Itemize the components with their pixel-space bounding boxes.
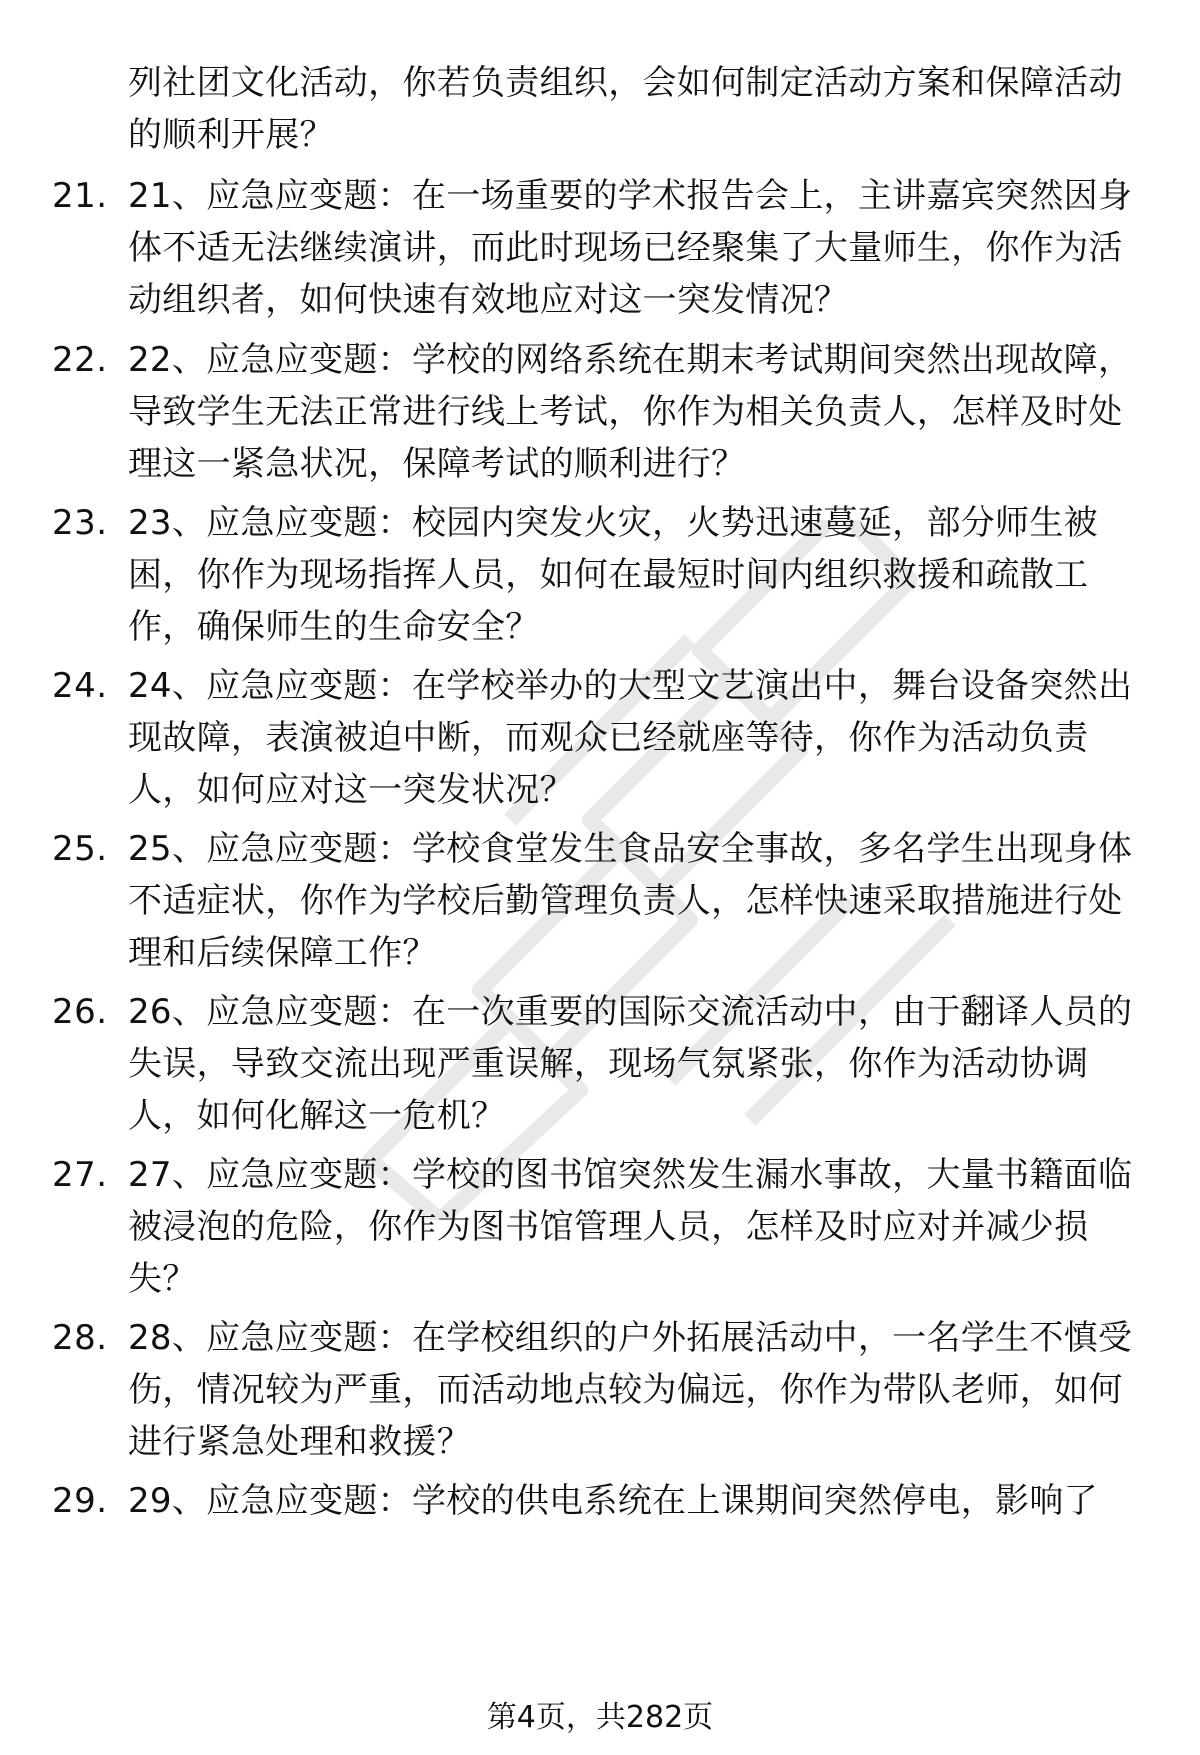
item-number: 26. bbox=[52, 992, 108, 1032]
item-text: 29、应急应变题：学校的供电系统在上课期间突然停电，影响了 bbox=[128, 1481, 1098, 1521]
item-text: 22、应急应变题：学校的网络系统在期末考试期间突然出现故障，导致学生无法正常进行线上考试，你作为相关负责人，怎样及时处理这一紧急状况，保障考试的顺利进行？ bbox=[128, 340, 1133, 484]
item-text: 28、应急应变题：在学校组织的户外拓展活动中，一名学生不慎受伤，情况较为严重，而活动地点较为偏远，你作为带队老师，如何进行紧急处理和救援？ bbox=[128, 1318, 1133, 1462]
item-number: 21. bbox=[52, 176, 108, 216]
item-number: 29. bbox=[52, 1481, 108, 1521]
item-text: 21、应急应变题：在一场重要的学术报告会上，主讲嘉宾突然因身体不适无法继续演讲，而此时现场已经聚集了大量师生，你作为活动组织者，如何快速有效地应对这一突发情况？ bbox=[128, 176, 1133, 320]
item-text: 25、应急应变题：学校食堂发生食品安全事故，多名学生出现身体不适症状，你作为学校后勤管理负责人，怎样快速采取措施进行处理和后续保障工作？ bbox=[128, 829, 1133, 973]
item-number: 23. bbox=[52, 503, 108, 543]
item-text: 27、应急应变题：学校的图书馆突然发生漏水事故，大量书籍面临被浸泡的危险，你作为图书馆管理人员，怎样及时应对并减少损失？ bbox=[128, 1155, 1133, 1299]
item-number: 22. bbox=[52, 340, 108, 380]
item-text: 23、应急应变题：校园内突发火灾，火势迅速蔓延，部分师生被困，你作为现场指挥人员，如何在最短时间内组织救援和疏散工作，确保师生的生命安全？ bbox=[128, 503, 1098, 647]
item-text: 24、应急应变题：在学校举办的大型文艺演出中，舞台设备突然出现故障，表演被迫中断，而观众已经就座等待，你作为活动负责人，如何应对这一突发状况？ bbox=[128, 666, 1133, 810]
item-number: 27. bbox=[52, 1155, 108, 1195]
item-number: 24. bbox=[52, 666, 108, 706]
item-number: 28. bbox=[52, 1318, 108, 1358]
continuation-text: 列社团文化活动，你若负责组织，会如何制定活动方案和保障活动的顺利开展？ bbox=[128, 63, 1123, 155]
item-number: 25. bbox=[52, 829, 108, 869]
page-number-footer: 第4页，共282页 bbox=[486, 1700, 714, 1735]
item-text: 26、应急应变题：在一次重要的国际交流活动中，由于翻译人员的失误，导致交流出现严重误解，现场气氛紧张，你作为活动协调人，如何化解这一危机？ bbox=[128, 992, 1133, 1136]
